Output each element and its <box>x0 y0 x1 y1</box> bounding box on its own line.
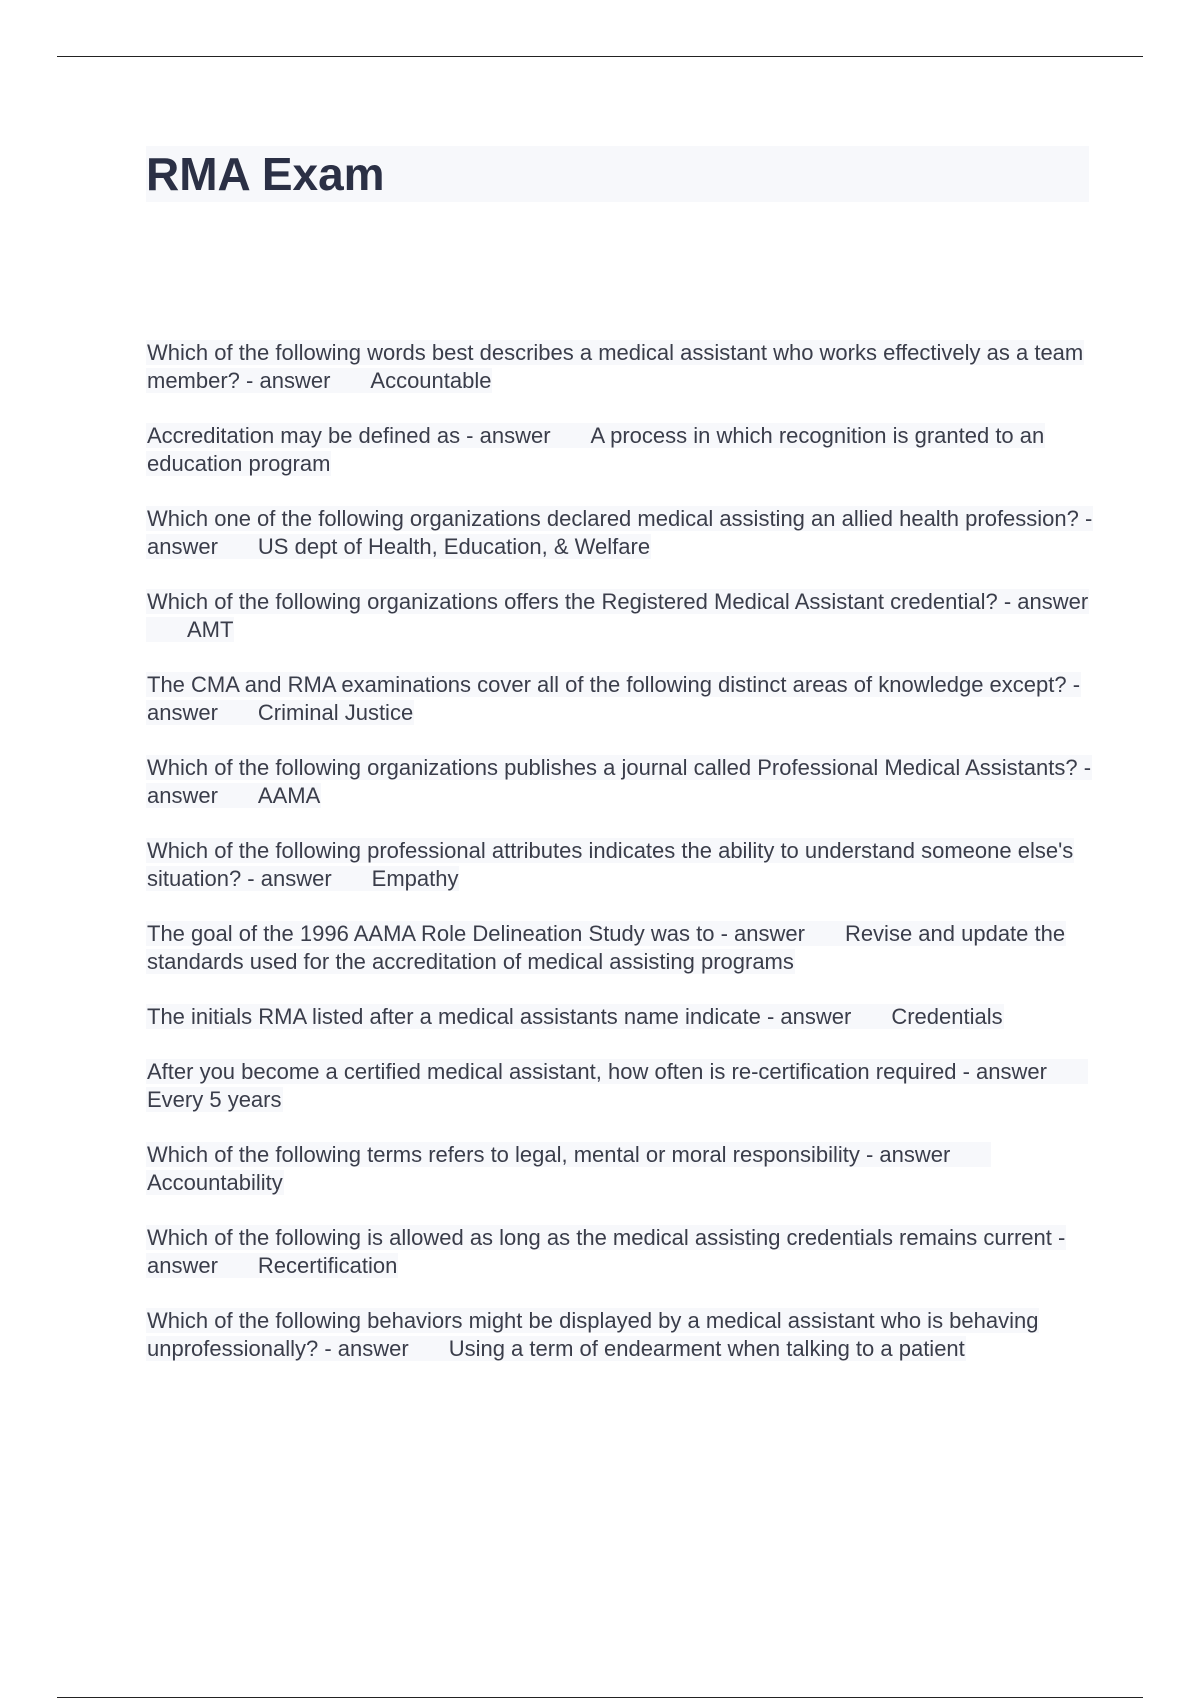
question-text: Which of the following organizations offers the Registered Medical Assistant credential? - answer <box>147 589 1089 614</box>
question-text: Which of the following organizations publishes a journal called Professional Medical Assistants? - answer <box>147 755 1092 808</box>
qa-list <box>146 339 1096 1390</box>
answer-text: US dept of Health, Education, & Welfare <box>257 534 651 559</box>
answer-text: Accountable <box>370 368 492 393</box>
qa-item <box>146 1141 1096 1197</box>
qa-item <box>146 1224 1096 1280</box>
bottom-rule <box>57 1697 1143 1698</box>
answer-text: Credentials <box>891 1004 1003 1029</box>
qa-item <box>146 1003 1096 1031</box>
question-text: Which of the following professional attributes indicates the ability to understand someone else's situation? - answer <box>147 838 1074 891</box>
qa-item <box>146 505 1096 561</box>
top-rule <box>57 56 1143 57</box>
qa-item <box>146 588 1096 644</box>
answer-text: AAMA <box>257 783 321 808</box>
qa-item <box>146 422 1096 478</box>
question-text: The CMA and RMA examinations cover all of the following distinct areas of knowledge except? - answer <box>147 672 1081 725</box>
answer-text: Accountability <box>147 1170 283 1195</box>
question-text: The goal of the 1996 AAMA Role Delineation Study was to - answer <box>147 921 805 946</box>
answer-text: A process in which recognition is granted to an education program <box>147 423 1045 476</box>
question-text: Which of the following words best describes a medical assistant who works effectively as a team member? - answer <box>147 340 1084 393</box>
question-text: Which of the following behaviors might be displayed by a medical assistant who is behaving unprofessionally? - answer <box>147 1308 1039 1361</box>
question-text: Which one of the following organizations declared medical assisting an allied health profession? - answer <box>147 506 1093 559</box>
qa-item <box>146 837 1096 893</box>
question-text: Accreditation may be defined as - answer <box>147 423 551 448</box>
question-text: After you become a certified medical assistant, how often is re-certification required - answer <box>147 1059 1047 1084</box>
document-title: RMA Exam <box>146 148 385 200</box>
answer-text: Empathy <box>371 866 459 891</box>
qa-item <box>146 920 1096 976</box>
answer-text: Recertification <box>257 1253 398 1278</box>
qa-item <box>146 339 1096 395</box>
qa-item <box>146 754 1096 810</box>
answer-text: Revise and update the standards used for the accreditation of medical assisting programs <box>147 921 1066 974</box>
question-text: Which of the following terms refers to legal, mental or moral responsibility - answer <box>147 1142 951 1167</box>
qa-item <box>146 1307 1096 1363</box>
answer-text: Using a term of endearment when talking to a patient <box>448 1336 965 1361</box>
qa-item <box>146 1058 1096 1114</box>
question-text: Which of the following is allowed as long as the medical assisting credentials remains current - answer <box>147 1225 1066 1278</box>
qa-item <box>146 671 1096 727</box>
answer-text: Every 5 years <box>147 1087 282 1112</box>
answer-text: AMT <box>187 617 234 642</box>
question-text: The initials RMA listed after a medical assistants name indicate - answer <box>147 1004 852 1029</box>
answer-text: Criminal Justice <box>257 700 414 725</box>
